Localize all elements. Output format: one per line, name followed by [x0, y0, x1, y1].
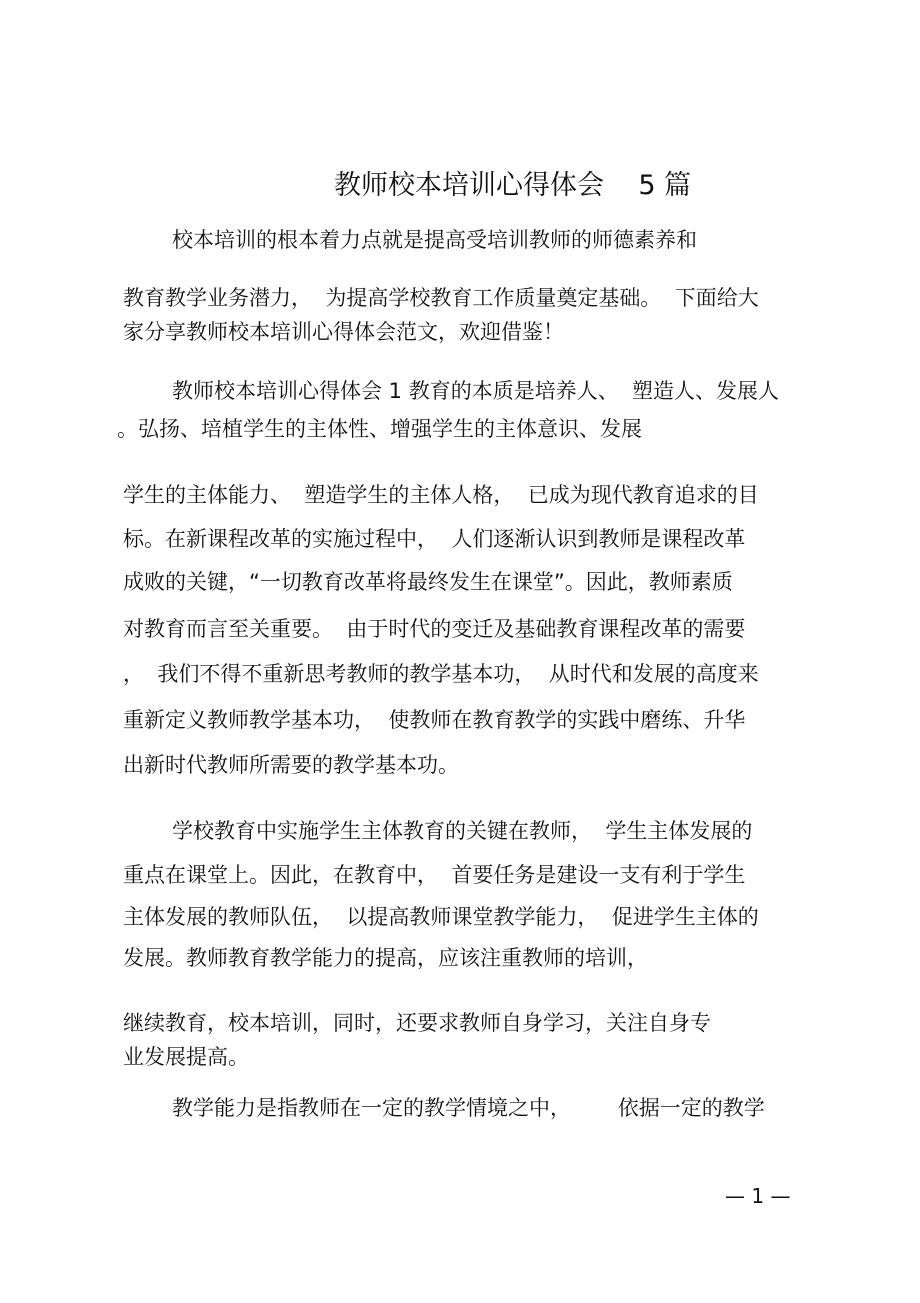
text-line: 业发展提高。 — [123, 1045, 249, 1069]
text-line: 。弘扬、培植学生的主体性、增强学生的主体意识、发展 — [117, 417, 642, 441]
text-line: 对教育而言至关重要。 由于时代的变迁及基础教育课程改革的需要 — [123, 617, 746, 641]
text-line: 家分享教师校本培训心得体会范文，欢迎借鉴！ — [123, 320, 564, 344]
text-line: 主体发展的教师队伍， 以提高教师课堂教学能力， 促进学生主体的 — [123, 905, 759, 929]
text-line: 继续教育，校本培训，同时，还要求教师自身学习，关注自身专 — [123, 1011, 711, 1035]
text-line: 教育教学业务潜力， 为提高学校教育工作质量奠定基础。 下面给大 — [123, 286, 759, 310]
text-line: 发展。教师教育教学能力的提高，应该注重教师的培训， — [123, 946, 648, 970]
text-line: 教师校本培训心得体会 1 教育的本质是培养人、 塑造人、发展人 — [172, 379, 780, 403]
text-line: 成败的关键，“一切教育改革将最终发生在课堂”。因此，教师素质 — [123, 570, 733, 594]
text-line: 校本培训的根本着力点就是提高受培训教师的师德素养和 — [172, 228, 697, 252]
text-line: 重新定义教师教学基本功， 使教师在教育教学的实践中磨练、升华 — [123, 708, 746, 732]
text-line: ， 我们不得不重新思考教师的教学基本功， 从时代和发展的高度来 — [123, 662, 759, 686]
text-line: 出新时代教师所需要的教学基本功。 — [123, 753, 459, 777]
document-title: 教师校本培训心得体会 5 篇 — [334, 170, 692, 201]
text-line: 学校教育中实施学生主体教育的关键在教师， 学生主体发展的 — [172, 819, 753, 843]
text-line: 重点在课堂上。因此，在教育中， 首要任务是建设一支有利于学生 — [123, 863, 746, 887]
text-line: 标。在新课程改革的实施过程中， 人们逐渐认识到教师是课程改革 — [123, 527, 746, 551]
page-number: — 1 — — [725, 1184, 791, 1208]
text-line: 学生的主体能力、 塑造学生的主体人格， 已成为现代教育追求的目 — [123, 483, 759, 507]
text-line: 教学能力是指教师在一定的教学情境之中， 依据一定的教学 — [172, 1096, 765, 1120]
